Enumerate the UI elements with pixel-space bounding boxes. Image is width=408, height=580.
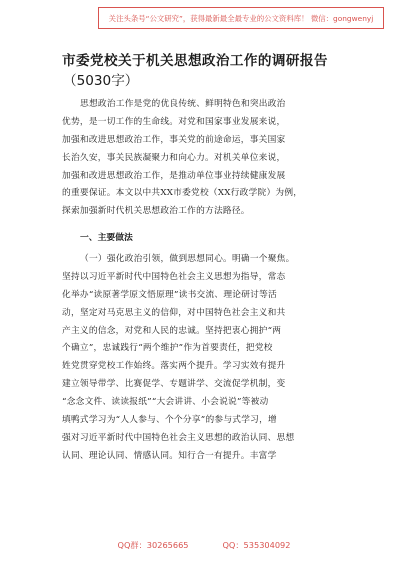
paragraph-line: 加强和改进思想政治工作，是推动单位事业持续健康发展 (62, 170, 286, 181)
paragraph-line: 优势，是一切工作的生命线。对党和国家事业发展来说， (62, 116, 286, 127)
paragraph-line: 认同、理论认同、情感认同。知行合一有提升。丰富学 (62, 450, 277, 461)
paragraph-line: 坚持以习近平新时代中国特色社会主义思想为指导，常态 (62, 271, 286, 282)
word-count: （5030字） (63, 73, 139, 89)
paragraph-line: 化举办“读原著学原文悟原理”读书交流、理论研讨等活 (62, 289, 277, 300)
qq-number: QQ：535304092 (222, 540, 291, 550)
promo-banner (98, 7, 384, 29)
paragraph-line: 建立领导带学、比赛促学、专题讲学、交流促学机制，变 (62, 379, 286, 390)
intro-paragraph (62, 96, 358, 221)
paragraph-line: 思想政治工作是党的优良传统、鲜明特色和突出政治 (80, 99, 286, 109)
paragraph-line: 填鸭式学习为“人人参与、个个分享”的参与式学习，增 (62, 415, 277, 426)
paragraph-line: 加强和改进思想政治工作，事关党的前途命运，事关国家 (62, 134, 286, 145)
paragraph-line: 个确立”，忠诚践行“两个维护”作为首要责任，把党校 (62, 343, 273, 354)
promo-banner-text: 关注头条号“公文研究”，获得最新最全最专业的公文资料库！ 微信：gongwenyj (108, 13, 374, 23)
paragraph-line: 产主义的信念，对党和人民的忠诚。坚持把衷心拥护“两 (62, 325, 282, 336)
contact-footer (0, 540, 408, 554)
paragraph-line: “念念文件、读读报纸”“大会讲讲、小会说说”等被动 (62, 397, 269, 408)
paragraph-line: 长治久安，事关民族凝聚力和向心力。对机关单位来说， (62, 152, 286, 163)
document-title: 市委党校关于机关思想政治工作的调研报告 (62, 53, 328, 69)
paragraph-line: （一）强化政治引领，做到思想同心。明确一个聚焦。 (80, 254, 295, 264)
section-paragraph (62, 251, 358, 466)
paragraph-line: 的重要保证。本文以中共XX市委党校（XX行政学院）为例， (62, 188, 303, 199)
paragraph-line: 探索加强新时代机关思想政治工作的方法路径。 (62, 206, 250, 217)
paragraph-line: 姓党贯穿党校工作始终。落实两个提升。学习实效有提升 (62, 361, 286, 372)
paragraph-line: 动，坚定对马克思主义的信仰，对中国特色社会主义和共 (62, 307, 286, 318)
section-heading: 一、主要做法 (80, 233, 133, 243)
qq-group-number: QQ群：30265665 (117, 540, 189, 550)
paragraph-line: 强对习近平新时代中国特色社会主义思想的政治认同、思想 (62, 432, 295, 443)
